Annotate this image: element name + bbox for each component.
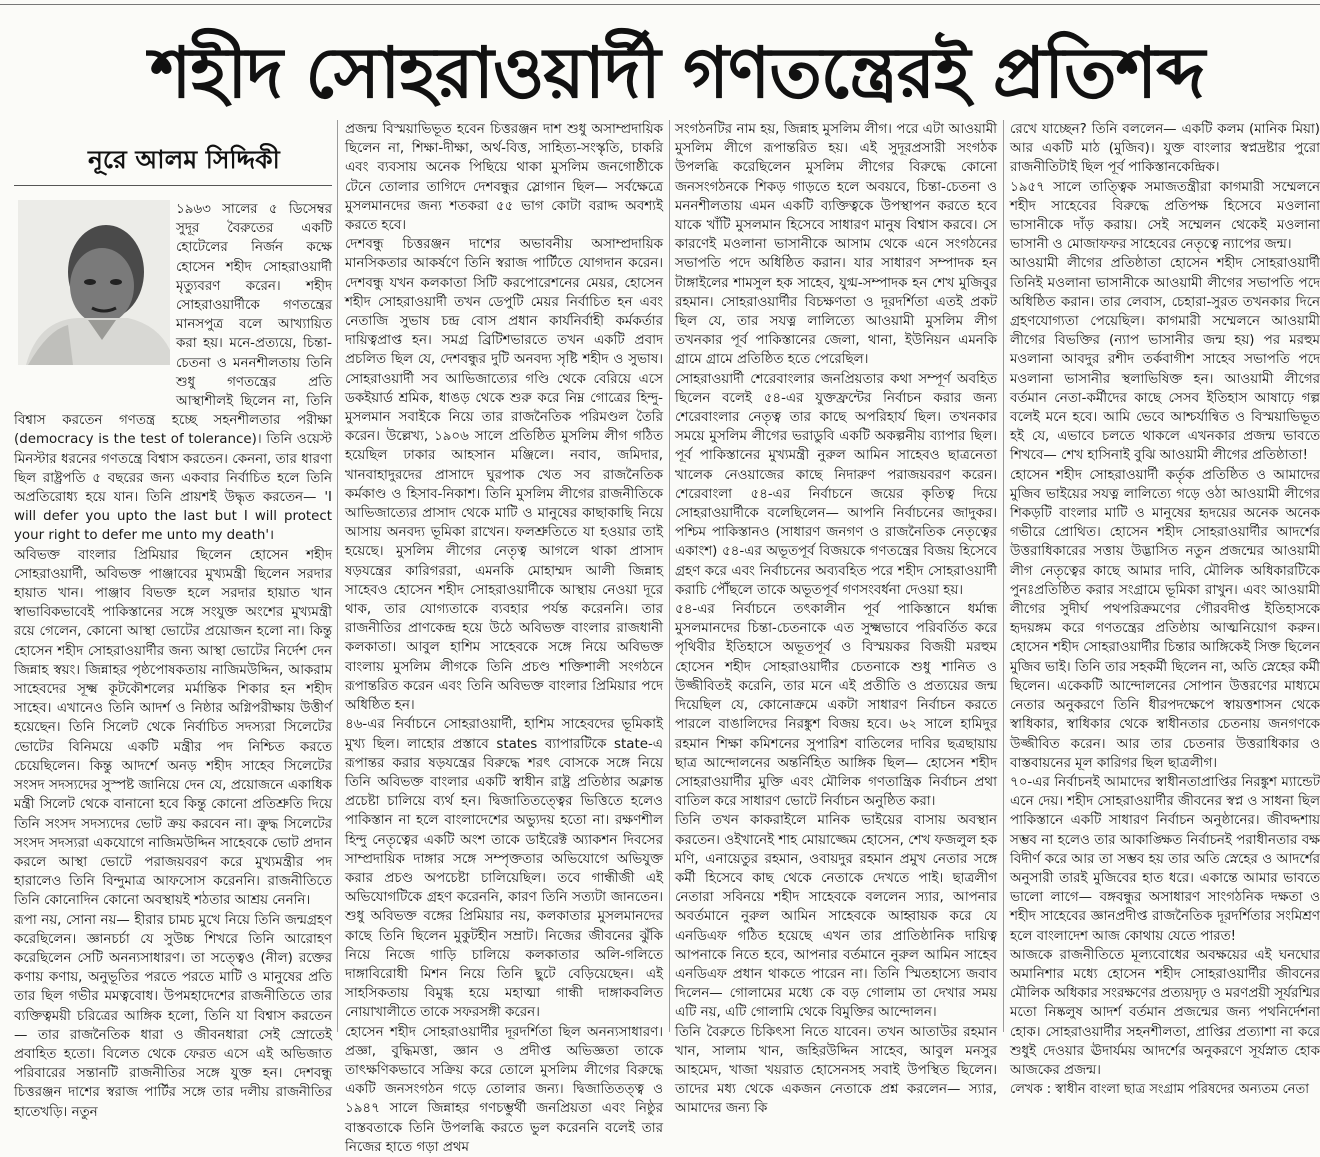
paragraph: অবিভক্ত বাংলার প্রিমিয়ার ছিলেন হোসেন শহীদ সোহরাওয়ার্দী, অবিভক্ত পাঞ্জাবের মুখ্যমন্ত্রী ছিলেন সরদার হায়াত খান। পাঞ্জাব বিভক্ত হলে সরদার হায়াত খান স্বাভাবিকভাবেই পাকিস্তানের সঙ্গে সংযুক্ত অংশের মুখ্যমন্ত্রী রয়ে গেলেন, কোনো আস্থা ভোটের প্রয়োজন হলো না। কিন্তু হোসেন শহীদ সোহরাওয়ার্দীর জন্য আস্থা ভোটের নির্দেশ দেন জিন্নাহ স্বয়ং। জিন্নাহর পৃষ্ঠপোষকতায় নাজিমউদ্দিন, আকরাম সাহেবদের সূক্ষ্ম কূটকৌশলের মর্মান্তিক শিকার হন শহীদ সাহেব। এখানেও তিনি আদর্শ ও নিষ্ঠার অগ্নিপরীক্ষায় উত্তীর্ণ হয়েছেন। তিনি সিলেট থেকে নির্বাচিত সদস্যরা সিলেটের ভোটের বিনিময়ে একটি মন্ত্রীর পদ নিশ্চিত করতে চেয়েছিলেন। কিন্তু আদর্শে অনড় শহীদ সাহেব সিলেটের সংসদ সদস্যদের সুস্পষ্ট জানিয়ে দেন যে, প্রয়োজনে একাধিক মন্ত্রী সিলেট থেকে বানানো হবে কিন্তু কোনো প্রতিশ্রুতি দিয়ে তিনি সংসদ সদস্যদের ভোট ক্রয় করবেন না। ক্রুদ্ধ সিলেটের সংসদ সদস্যরা একযোগে নাজিমউদ্দিন সাহেবকে ভোট প্রদান করলে আস্থা ভোটে পরাজয়বরণ করে মুখ্যমন্ত্রীর পদ হারালেও তিনি বিন্দুমাত্র আফসোস করেননি। রাজনীতিতে তিনি কোনোদিন কোনো অবস্থায়ই শঠতার আশ্রয় নেননি। [14, 547, 332, 909]
paragraph: সংগঠনটির নাম হয়, জিন্নাহ মুসলিম লীগ। পরে এটা আওয়ামী মুসলিম লীগে রূপান্তরিত হয়। এই সুদূরপ্রসারী সংগঠক উপলব্ধি করেছিলেন মুসলিম লীগের বিরুদ্ধে কোনো জনসংগঠনকে শিকড় গাড়তে হলে অবয়বে, চিন্তা-চেতনা ও মননশীলতায় এমন একটি ব্যক্তিত্বকে উপস্থাপন করতে হবে যাকে খাঁটি মুসলমান হিসেবে সাধারণ মানুষ বিশ্বাস করবে। সে কারণেই মওলানা ভাসানীকে আসাম থেকে এনে সংগঠনের সভাপতি পদে অধিষ্ঠিত করান। যার সাধারণ সম্পাদক হন টাঙ্গাইলের শামসুল হক সাহেব, যুগ্ম-সম্পাদক হন শেখ মুজিবুর রহমান। সোহরাওয়ার্দীর বিচক্ষণতা ও দূরদর্শিতা এতই প্রকট ছিল যে, তার সযত্ন লালিত্যে আওয়ামী মুসলিম লীগ তখনকার পূর্ব পাকিস্তানের জেলা, থানা, ইউনিয়ন এমনকি গ্রামে গ্রামে প্রতিষ্ঠিত হতে পেরেছিল। [675, 122, 998, 368]
paragraph: দেশবন্ধু চিত্তরঞ্জন দাশের অভাবনীয় অসাম্প্রদায়িক মানসিকতার আকর্ষণে তিনি স্বরাজ পার্টিতে যোগদান করেন। দেশবন্ধু যখন কলকাতা সিটি করপোরেশনের মেয়র, হোসেন শহীদ সোহরাওয়ার্দী তখন ডেপুটি মেয়র নির্বাচিত হন এবং নেতাজি সুভাষ চন্দ্র বোস প্রধান কার্যনির্বাহী কর্মকর্তার দায়িত্বপ্রাপ্ত হন। সমগ্র ব্রিটিশভারতে তখন একটি প্রবাদ প্রচলিত ছিল যে, দেশবন্ধুর দুটি অনবদ্য সৃষ্টি শহীদ ও সুভাষ। সোহরাওয়ার্দী সব আভিজাত্যের গণ্ডি থেকে বেরিয়ে এসে ডকইয়ার্ড শ্রমিক, ধাঙড় থেকে শুরু করে নিম্ন গোত্রের হিন্দু-মুসলমান সবাইকে নিয়ে তার রাজনৈতিক পরিমণ্ডল তৈরি করেন। উল্লেখ্য, ১৯০৬ সালে প্রতিষ্ঠিত মুসলিম লীগ গঠিত হয়েছিল ঢাকার আহসান মঞ্জিলে। নবাব, জমিদার, খানবাহাদুরদের প্রাসাদে ঘুরপাক খেত সব রাজনৈতিক কর্মকাণ্ড ও হিসাব-নিকাশ। তিনি মুসলিম লীগের রাজনীতিকে আভিজাত্যের প্রাসাদ থেকে মাটি ও মানুষের কাছাকাছি নিয়ে আসায় অনবদ্য ভূমিকা রাখেন। ফলশ্রুতিতে যা হওয়ার তাই হয়েছে। মুসলিম লীগের নেতৃত্ব আগলে থাকা প্রাসাদ ষড়যন্ত্রের কারিগররা, এমনকি মোহাম্মদ আলী জিন্নাহ সাহেবও হোসেন শহীদ সোহরাওয়ার্দীকে আস্থায় নেওয়া দূরে থাক, তার যোগ্যতাকে ব্যবহার পর্যন্ত করেননি। তার রাজনীতির প্রাণকেন্দ্র হয়ে উঠে অবিভক্ত বাংলার রাজধানী কলকাতা। আবুল হাশিম সাহেবকে সঙ্গে নিয়ে অবিভক্ত বাংলায় মুসলিম লীগকে তিনি প্রচণ্ড শক্তিশালী সংগঠনে রূপান্তরিত করেন এবং তিনি অবিভক্ত বাংলার প্রিমিয়ার পদে অধিষ্ঠিত হন। [345, 237, 663, 714]
column-divider [337, 120, 338, 1032]
top-rule [0, 4, 1320, 5]
paragraph: ৪৬-এর নির্বাচনে সোহরাওয়ার্দী, হাশিম সাহেবদের ভূমিকাই মুখ্য ছিল। লাহোর প্রস্তাবে states ব্যাপারটিকে state-এ রূপান্তর করার ষড়যন্ত্রের বিরুদ্ধে শরৎ বোসকে সঙ্গে নিয়ে তিনি অবিভক্ত বাংলার একটি স্বাধীন রাষ্ট্র প্রতিষ্ঠার অক্লান্ত প্রচেষ্টা চালিয়ে ব্যর্থ হন। দ্বিজাতিতত্ত্বের ভিত্তিতে হলেও পাকিস্তান না হলে বাংলাদেশের অভ্যুদয় হতো না। রক্ষণশীল হিন্দু নেতৃত্বের একটি অংশ তাকে ডাইরেক্ট অ্যাকশন দিবসের সাম্প্রদায়িক দাঙ্গার সঙ্গে সম্পৃক্ততার অভিযোগে অভিযুক্ত করার প্রচণ্ড অপচেষ্টা চালিয়েছিল। তবে গান্ধীজী এই অভিযোগটিকে গ্রহণ করেননি, কারণ তিনি সত্যটা জানতেন। শুধু অবিভক্ত বঙ্গের প্রিমিয়ার নয়, কলকাতার মুসলমানদের কাছে তিনি ছিলেন মুকুটহীন সম্রাট। নিজের জীবনের ঝুঁকি নিয়ে নিজে গাড়ি চালিয়ে কলকাতার অলি-গলিতে দাঙ্গাবিরোধী মিশন নিয়ে তিনি ছুটে বেড়িয়েছেন। এই সাহসিকতায় বিমুগ্ধ হয়ে মহাত্মা গান্ধী দাঙ্গাকবলিত নোয়াখালীতে তাকে সফরসঙ্গী করেন। [345, 717, 663, 1021]
paragraph: হোসেন শহীদ সোহরাওয়ার্দী কর্তৃক প্রতিষ্ঠিত ও আমাদের মুজিব ভাইয়ের সযত্ন লালিত্যে গড়ে ওঠা আওয়ামী লীগের শিকড়টি বাংলার মাটি ও মানুষের হৃদয়ের অনেক অনেক গভীরে প্রোথিত। হোসেন শহীদ সোহরাওয়ার্দীর আদর্শের উত্তরাধিকারের সত্তায় উদ্ভাসিত নতুন প্রজন্মের আওয়ামী লীগ নেতৃত্বের কাছে আমার দাবি, মৌলিক অধিকারটিকে পুনঃপ্রতিষ্ঠিত করার সংগ্রামে ভূমিকা রাখুন। এবং আওয়ামী লীগের সুদীর্ঘ পথপরিক্রমণের গৌরবদীপ্ত ইতিহাসকে হৃদয়ঙ্গম করে গণতন্ত্রের প্রতিষ্ঠায় আত্মনিয়োগ করুন। হোসেন শহীদ সোহরাওয়ার্দীর চিন্তার আঙ্গিকেই সিক্ত ছিলেন মুজিব ভাই। তিনি তার সহকর্মী ছিলেন না, অতি স্নেহের কর্মী ছিলেন। একেকটি আন্দোলনের সোপান উত্তরণের মাধ্যমে নেতার অনুকরণে তিনি ধীরপদক্ষেপে স্বায়ত্তশাসন থেকে স্বাধিকার, স্বাধিকার থেকে স্বাধীনতার চেতনায় জনগণকে উজ্জীবিত করেন। আর তার চেতনার উত্তরাধিকার ও বাস্তবায়নের মূল কারিগর ছিল ছাত্রলীগ। [1010, 467, 1320, 771]
paragraph: সোহরাওয়ার্দী শেরেবাংলার জনপ্রিয়তার কথা সম্পূর্ণ অবহিত ছিলেন বলেই ৫৪-এর যুক্তফ্রন্টের নির্বাচন করার জন্য শেরেবাংলার নেতৃত্ব তার কাছে অপরিহার্য ছিল। তখনকার সময়ে মুসলিম লীগের ভরাডুবি একটি অকল্পনীয় ব্যাপার ছিল। পূর্ব পাকিস্তানের মুখ্যমন্ত্রী নুরুল আমিন সাহেবও ছাত্রনেতা খালেক নেওয়াজের কাছে নিদারুণ পরাজয়বরণ করেন। শেরেবাংলা ৫৪-এর নির্বাচনে জয়ের কৃতিত্ব দিয়ে সোহরাওয়ার্দীকে বলেছিলেন— আপনি নির্বাচনের জাদুকর। পশ্চিম পাকিস্তানও (সাধারণ জনগণ ও রাজনৈতিক নেতৃত্বের একাংশ) ৫৪-এর অভূতপূর্ব বিজয়কে গণতন্ত্রের বিজয় হিসেবে গ্রহণ করে এবং নির্বাচনের অব্যবহিত পরে শহীদ সোহরাওয়ার্দী করাচি পৌঁছলে তাকে অভূতপূর্ব গণসংবর্ধনা দেওয়া হয়। [675, 371, 997, 598]
paragraph: প্রজন্ম বিস্ময়াভিভূত হবেন চিত্তরঞ্জন দাশ শুধু অসাম্প্রদায়িক ছিলেন না, শিক্ষা-দীক্ষা, অর্থ-বিত্ত, সাহিত্য-সংস্কৃতি, চাকরি এবং ব্যবসায় অনেক পিছিয়ে থাকা মুসলিম জনগোষ্ঠীকে টেনে তোলার তাগিদে দেশবন্ধুর স্লোগান ছিল— সর্বক্ষেত্রে মুসলমানদের জন্য শতকরা ৫৫ ভাগ কোটা বরাদ্দ অবশ্যই করতে হবে। [345, 122, 663, 234]
paragraph: ১৯৬৩ সালের ৫ ডিসেম্বর সুদূর বৈরুতের একটি হোটেলের নির্জন কক্ষে হোসেন শহীদ সোহরাওয়ার্দী মৃত্যুবরণ করেন। শহীদ সোহরাওয়ার্দীকে গণতন্ত্রের মানসপুত্র বলে আখ্যায়িত করা হয়। মনে-প্রত্যয়ে, চিন্তা-চেতনা ও মননশীলতায় তিনি শুধু গণতন্ত্রের প্রতি আস্থাশীলই ছিলেন না, তিনি বিশ্বাস করতেন গণতন্ত্র হচ্ছে সহনশীলতার পরীক্ষা (democracy is the test of tolerance)। তিনি ওয়েস্ট মিনস্টার ধরনের গণতন্ত্রে বিশ্বাস করতেন। কেননা, তার ধারণা ছিল রাষ্ট্রপতি ৫ বছরের জন্য একবার নির্বাচিত হলে তিনি অপ্রতিরোধ্য হয়ে যান। তিনি প্রায়শই উদ্ধৃত করতেন— 'I will defer you upto the last but I will protect your right to defer me unto my death'। [14, 202, 332, 544]
article-column-2 [345, 120, 663, 1155]
byline-divider [14, 185, 332, 186]
paragraph: হোসেন শহীদ সোহরাওয়ার্দীর দূরদর্শিতা ছিল অনন্যসাধারণ। প্রজ্ঞা, বুদ্ধিমত্তা, জ্ঞান ও প্রদীপ্ত অভিজ্ঞতা তাকে তাৎক্ষণিকভাবে সক্রিয় করে তোলে মুসলিম লীগের বিরুদ্ধে একটি জনসংগঠন গড়ে তোলার জন্য। দ্বিজাতিতত্ত্ব ও ১৯৪৭ সালে জিন্নাহর গণচম্ভুর্থী জনপ্রিয়তা এবং নিষ্ঠুর বাস্তবতাকে তিনি উপলব্ধি করতে ভুল করেননি বলেই তার নিজের হাতে গড়া প্রথম [345, 1024, 663, 1155]
paragraph: আজকে রাজনীতিতে মূল্যবোধের অবক্ষয়ের এই ঘনঘোর অমানিশার মধ্যে হোসেন শহীদ সোহরাওয়ার্দীর জীবনের মৌলিক অধিকার সংরক্ষণের প্রত্যয়দৃঢ় ও মরণপ্রয়ী সূর্যরশ্মির মতো নিষ্কলুষ আদর্শ বর্তমান প্রজন্মের জন্য পথনির্দেশনা হোক। সোহরাওয়ার্দীর সহনশীলতা, প্রাপ্তির প্রত্যাশা না করে শুধুই দেওয়ার ঊদার্যময় আদর্শের অনুকরণে সূর্যস্নাত হোক আজকের প্রজন্ম। [1010, 947, 1320, 1078]
author-signature: লেখক : স্বাধীন বাংলা ছাত্র সংগ্রাম পরিষদের অন্যতম নেতা [1010, 1082, 1310, 1098]
paragraph: তিনি বৈরুতে চিকিৎসা নিতে যাবেন। তখন আতাউর রহমান খান, সালাম খান, জহিরউদ্দিন সাহেব, আবুল মনসুর আহমেদ, খাজা খয়রাত হোসেনসহ সবাই উপস্থিত ছিলেন। তাদের মধ্য থেকে একজন নেতাকে প্রশ্ন করলেন— স্যার, আমাদের জন্য কি [675, 1024, 997, 1117]
author-byline: নূরে আলম সিদ্দিকী [88, 145, 280, 174]
paragraph: রেখে যাচ্ছেন? তিনি বললেন— একটি কলম (মানিক মিয়া) আর একটি মাঠ (মুজিব)। যুক্ত বাংলার স্বপ্নদ্রষ্টার পুরো রাজনীতিটাই ছিল পূর্ব পাকিস্তানকেন্দ্রিক। [1010, 122, 1320, 176]
paragraph: ৫৪-এর নির্বাচনে তৎকালীন পূর্ব পাকিস্তানে ধর্মান্ধ মুসলমানদের চিন্তা-চেতনাকে এত সুক্ষ্মভাবে পরিবর্তিত করে পৃথিবীর ইতিহাসে অভূতপূর্ব ও বিস্ময়কর বিজয়ী মরহুম হোসেন শহীদ সোহরাওয়ার্দীর চেতনাকে শুধু শানিত ও উজ্জীবিতই করেনি, তার মনে এই প্রতীতি ও প্রত্যয়ের জন্ম দিয়েছিল যে, কোনোক্রমে একটা সাধারণ নির্বাচন করতে পারলে বাঙালিদের নিরঙ্কুশ বিজয় হবে। ৬২ সালে হামিদুর রহমান শিক্ষা কমিশনের সুপারিশ বাতিলের দাবির ছত্রছায়ায় ছাত্র আন্দোলনের অন্তর্নিহিত আঙ্গিক ছিল— হোসেন শহীদ সোহরাওয়ার্দীর মুক্তি এবং মৌলিক গণতান্ত্রিক নির্বাচন প্রথা বাতিল করে সাধারণ ভোটে নির্বাচন অনুষ্ঠিত করা। [675, 602, 997, 810]
photo-wrap-space [14, 200, 176, 398]
paragraph: আওয়ামী লীগের প্রতিষ্ঠাতা হোসেন শহীদ সোহরাওয়ার্দী তিনিই মওলানা ভাসানীকে আওয়ামী লীগের সভাপতি পদে অধিষ্ঠিত করান। তার লেবাস, চেহারা-সুরত তখনকার দিনে গ্রহণযোগ্যতা পেয়েছিল। কাগমারী সম্মেলনে আওয়ামী লীগের বিভক্তির (ন্যাপ ভাসানীর জন্ম হয়) পর মরহুম মওলানা আবদুর রশীদ তর্কবাগীশ সাহেব সভাপতি পদে মওলানা ভাসানীর স্থলাভিষিক্ত হন। আওয়ামী লীগের বর্তমান নেতা-কর্মীদের কাছে সেসব ইতিহাস আষাঢ়ে গল্প বলেই মনে হবে। আমি ভেবে আশ্চর্যান্বিত ও বিস্ময়াভিভূত হই যে, এভাবে চলতে থাকলে এখনকার প্রজন্ম ভাবতে শিখবে— শেখ হাসিনাই বুঝি আওয়ামী লীগের প্রতিষ্ঠাতা! [1010, 256, 1320, 464]
paragraph: ১৯৫৭ সালে তাত্ত্বিক সমাজতন্ত্রীরা কাগমারী সম্মেলনে শহীদ সাহেবের বিরুদ্ধে প্রতিপক্ষ হিসেবে মওলানা ভাসানীকে দাঁড় করায়। সেই সম্মেলন থেকেই মওলানা ভাসানী ও মোজাফফর সাহেবের নেতৃত্বে ন্যাপের জন্ম। [1010, 179, 1320, 253]
column-divider [1003, 120, 1004, 1032]
paragraph: তিনি তখন কাকরাইলে মানিক ভাইয়ের বাসায় অবস্থান করতেন। ওইখানেই শাহ মোয়াজ্জেম হোসেন, শেখ ফজলুল হক মণি, এনায়েতুর রহমান, ওবায়দুর রহমান প্রমুখ নেতার সঙ্গে কর্মী হিসেবে কাছ থেকে নেতাকে দেখতে পাই। ছাত্রলীগ নেতারা সবিনয়ে শহীদ সাহেবকে বললেন স্যার, আপনার অবর্তমানে নুরুল আমিন সাহেবকে আহ্বায়ক করে যে এনডিএফ গঠিত হয়েছে এখন তার প্রাতিষ্ঠানিক দায়িত্ব আপনাকে নিতে হবে, আপনার বর্তমানে নুরুল আমিন সাহেব এনডিএফ প্রধান থাকতে পারেন না। তিনি স্মিতহাস্যে জবাব দিলেন— গোলামের মধ্যে কে বড় গোলাম তা দেখার সময় এটি নয়, এটি গোলামি থেকে বিমুক্তির আন্দোলন। [675, 813, 997, 1021]
paragraph: রূপা নয়, সোনা নয়— হীরার চামচ মুখে নিয়ে তিনি জন্মগ্রহণ করেছিলেন। জ্ঞানচর্চা যে সুউচ্চ শিখরে তিনি আরোহণ করেছিলেন সেটি অনন্যসাধারণ। তা সত্ত্বেও (নীল) রক্তের কণায় কণায়, অনুভূতির পরতে পরতে মাটি ও মানুষের প্রতি তার ছিল গভীর মমত্ববোধ। উপমহাদেশের রাজনীতিতে তার ব্যক্তিত্বময়ী চরিত্রের আঙ্গিক হলো, তিনি যা বিশ্বাস করতেন— তার রাজনৈতিক ধারা ও জীবনধারা সেই স্রোতেই প্রবাহিত হতো। বিলেত থেকে ফেরত এসে এই অভিজাত পরিবারের সন্তানটি রাজনীতির সঙ্গে যুক্ত হন। দেশবন্ধু চিত্তরঞ্জন দাশের স্বরাজ পার্টির সঙ্গে তার দলীয় রাজনীতির হাতেখড়ি। নতুন [14, 912, 332, 1120]
headline: শহীদ সোহরাওয়ার্দী গণতন্ত্রেরই প্রতিশব্দ [150, 32, 1205, 114]
paragraph: ৭০-এর নির্বাচনই আমাদের স্বাধীনতাপ্রাপ্তির নিরঙ্কুশ ম্যান্ডেট এনে দেয়। শহীদ সোহরাওয়ার্দীর জীবনের স্বপ্ন ও সাধনা ছিল পাকিস্তানে একটি সাধারণ নির্বাচন অনুষ্ঠানের। জীবদ্দশায় সম্ভব না হলেও তার আকাঙ্ক্ষিত নির্বাচনই পরাধীনতার বক্ষ বিদীর্ণ করে আর তা সম্ভব হয় তার অতি স্নেহের ও আদর্শের অনুসারী তারই মুজিবের হাত ধরে। একান্তে আমার ভাবতে ভালো লাগে— বঙ্গবন্ধুর অসাধারণ সাংগঠনিক দক্ষতা ও শহীদ সাহেবের জ্ঞানপ্রদীপ্ত রাজনৈতিক দূরদর্শিতার সংমিশ্রণ হলে বাংলাদেশ আজ কোথায় যেতে পারত! [1010, 774, 1320, 944]
column-divider [669, 120, 670, 1032]
article-column-3 [675, 120, 998, 1117]
article-column-4 [1010, 120, 1320, 1098]
article-column-1 [14, 200, 332, 1120]
